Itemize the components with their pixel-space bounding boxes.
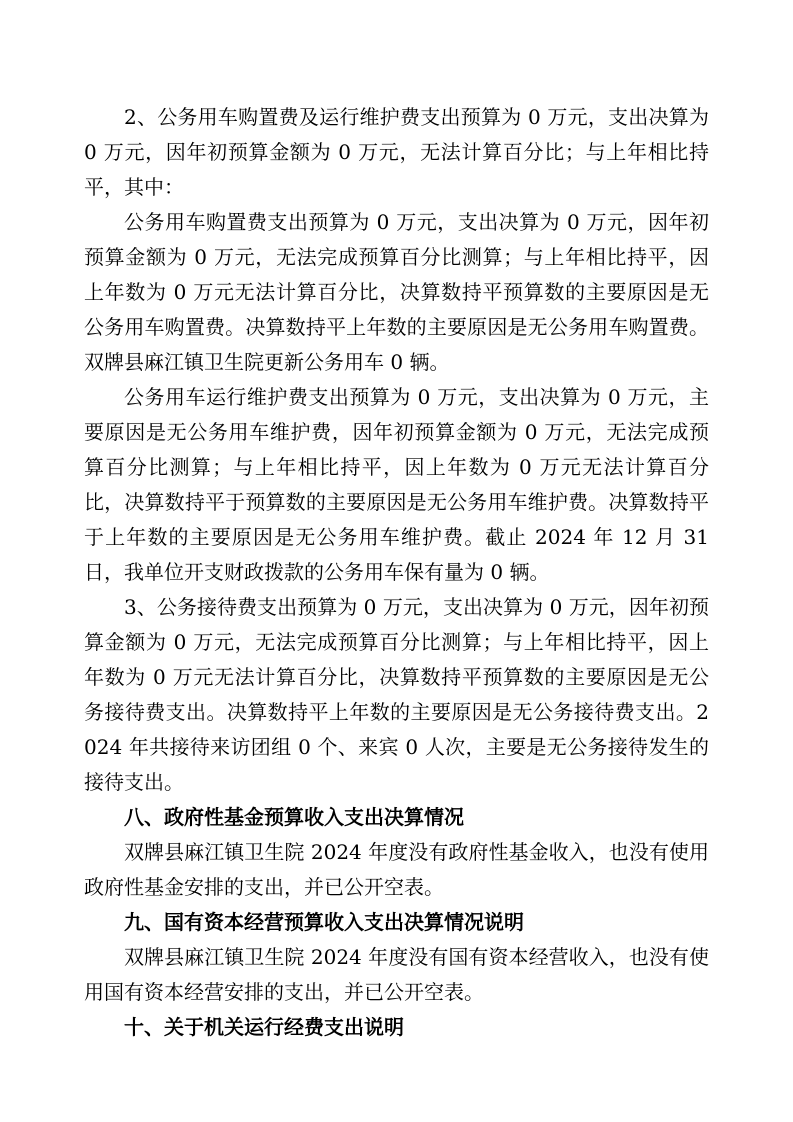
body-paragraph: 双牌县麻江镇卫生院 2024 年度没有国有资本经营收入，也没有使用国有资本经营安排的支出，并已公开空表。 (84, 945, 709, 1004)
section-heading: 八、政府性基金预算收入支出决算情况 (124, 805, 464, 829)
section-heading: 九、国有资本经营预算收入支出决算情况说明 (124, 910, 524, 934)
body-paragraph: 公务用车运行维护费支出预算为 0 万元，支出决算为 0 万元，主要原因是无公务用车维护费，因年初预算金额为 0 万元，无法完成预算百分比测算；与上年相比持平，因上年数为 0 万元无法计算百分比，决算数持平于预算数的主要原因是无公务用车维护费。决算数持平于上年数的主要原因是无公务用车维护费。截止 2024 年 12 月 31 日，我单位开支财政拨款的公务用车保有量为 0 辆。 (84, 385, 709, 584)
body-paragraph: 双牌县麻江镇卫生院 2024 年度没有政府性基金收入，也没有使用政府性基金安排的支出，并已公开空表。 (84, 840, 709, 899)
section-heading: 十、关于机关运行经费支出说明 (124, 1015, 404, 1039)
body-paragraph: 2、公务用车购置费及运行维护费支出预算为 0 万元，支出决算为 0 万元，因年初预算金额为 0 万元，无法计算百分比；与上年相比持平，其中： (84, 105, 709, 199)
body-paragraph: 3、公务接待费支出预算为 0 万元，支出决算为 0 万元，因年初预算金额为 0 万元，无法完成预算百分比测算；与上年相比持平，因上年数为 0 万元无法计算百分比，决算数持平预算数的主要原因是无公务接待费支出。决算数持平上年数的主要原因是无公务接待费支出。2024 年共接待来访团组 0 个、来宾 0 人次，主要是无公务接待发生的接待支出。 (84, 595, 709, 794)
body-paragraph: 公务用车购置费支出预算为 0 万元，支出决算为 0 万元，因年初预算金额为 0 万元，无法完成预算百分比测算；与上年相比持平，因上年数为 0 万元无法计算百分比，决算数持平预算数的主要原因是无公务用车购置费。决算数持平上年数的主要原因是无公务用车购置费。双牌县麻江镇卫生院更新公务用车 0 辆。 (84, 210, 709, 374)
document-content (84, 100, 709, 1045)
